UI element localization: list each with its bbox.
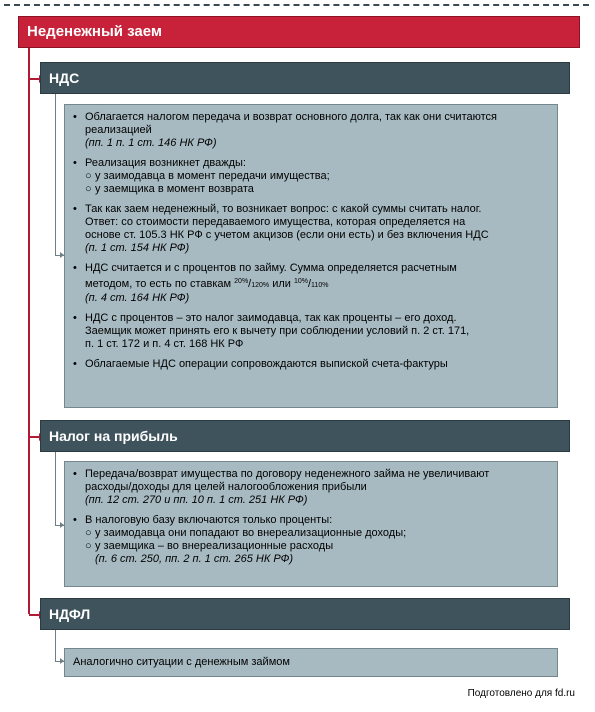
item-text-line: методом, то есть по ставкам [85, 278, 235, 290]
section-header-profit-tax: Налог на прибыль [40, 420, 570, 452]
item-text-line: В налоговую базу включаются только проценты: [85, 514, 333, 526]
list-item [73, 111, 549, 150]
law-reference: (пп. 12 ст. 270 и пп. 10 п. 1 ст. 251 НК РФ) [85, 494, 308, 506]
sub-item [85, 527, 549, 540]
item-text-line: Реализация возникнет дважды: [85, 157, 246, 169]
bullet-icon: • [73, 514, 77, 526]
footer-credit: Подготовлено для fd.ru [467, 688, 575, 699]
sub-connector-line [55, 94, 56, 255]
bullet-icon: • [73, 312, 77, 324]
sub-item-text: у заемщика – во внереализационные расходы [95, 540, 334, 552]
circle-bullet-icon: ○ [85, 540, 92, 552]
bullet-icon: • [73, 157, 77, 169]
sub-item-text: у заимодавца в момент передачи имущества; [95, 170, 330, 182]
item-text-line: Облагается налогом передача и возврат основного долга, так как они считаются [85, 111, 497, 123]
sub-item-text: у заемщика в момент возврата [95, 183, 254, 195]
item-text-line: расходы/доходы для целей налогообложения прибыли [85, 481, 367, 493]
item-text-line: Передача/возврат имущества по договору неденежного займа не увеличивают [85, 468, 490, 480]
law-reference: (п. 1 ст. 154 НК РФ) [85, 242, 190, 254]
item-text-line: Аналогично ситуации с денежным займом [73, 656, 290, 668]
section-header-nds: НДС [40, 62, 570, 94]
bullet-icon: • [73, 203, 77, 215]
connector-branch-nds [29, 78, 39, 80]
sub-item [85, 170, 549, 183]
rate-denominator: 110% [311, 282, 329, 289]
sub-connector-line [55, 452, 56, 525]
ndfl-details-box [64, 648, 558, 677]
sub-item [85, 540, 549, 553]
item-text-line: Ответ: со стоимости передаваемого имущества, которая определяется на [85, 216, 466, 228]
main-title: Неденежный заем [18, 16, 580, 48]
connector-branch-ndfl [29, 614, 39, 616]
circle-bullet-icon: ○ [85, 527, 92, 539]
item-text-line: Заемщик может принять его к вычету при соблюдении условий п. 2 ст. 171, [85, 325, 470, 337]
nds-details-box [64, 104, 558, 408]
item-text-line: НДС считается и с процентов по займу. Сумма определяется расчетным [85, 262, 457, 274]
list-item: • НДС считается и с процентов по займу. Сумма определяется расчетным методом, то есть по ставкам $^{20\%}$/120% или $^{10\%}$/110% (п. 4 ст. 164 НК РФ) [73, 262, 549, 305]
bullet-icon: • [73, 468, 77, 480]
item-text-line: п. 1 ст. 172 и п. 4 ст. 168 НК РФ [85, 338, 244, 350]
item-text-line: основе ст. 105.3 НК РФ с учетом акцизов (если они есть) и без включения НДС [85, 229, 489, 241]
rate-numerator: 20% [234, 278, 249, 285]
list-item [73, 203, 549, 255]
bullet-icon: • [73, 358, 77, 370]
list-item [73, 157, 549, 196]
sub-item [85, 183, 549, 196]
section-header-ndfl: НДФЛ [40, 598, 570, 630]
bullet-icon: • [73, 262, 77, 274]
list-item [73, 468, 549, 507]
law-reference: (п. 6 ст. 250, пп. 2 п. 1 ст. 265 НК РФ) [95, 553, 294, 565]
law-reference: (пп. 1 п. 1 ст. 146 НК РФ) [85, 137, 217, 149]
item-text-line: Облагаемые НДС операции сопровождаются выпиской счета-фактуры [85, 358, 448, 370]
rate-numerator: 10% [293, 278, 308, 285]
profit-tax-details-box [64, 461, 558, 587]
list-item [73, 514, 549, 566]
item-text-line: Так как заем неденежный, то возникает вопрос: с какой суммы считать налог. [85, 203, 482, 215]
sub-item-text: у заимодавца они попадают во внереализационные доходы; [95, 527, 407, 539]
item-text-line: НДС с процентов – это налог заимодавца, так как проценты – его доход. [85, 312, 457, 324]
main-connector-line [28, 48, 30, 614]
connector-branch-profit-tax [29, 436, 39, 438]
circle-bullet-icon: ○ [85, 170, 92, 182]
bullet-icon: • [73, 111, 77, 123]
sub-connector-line [55, 630, 56, 661]
item-text-line: реализацией [85, 124, 152, 136]
circle-bullet-icon: ○ [85, 183, 92, 195]
rate-denominator: 120% [251, 282, 270, 289]
list-item [73, 312, 549, 351]
item-text-line: или [269, 278, 294, 290]
list-item [73, 358, 549, 371]
law-reference: (п. 4 ст. 164 НК РФ) [85, 292, 190, 304]
top-dashed-divider [4, 4, 589, 6]
